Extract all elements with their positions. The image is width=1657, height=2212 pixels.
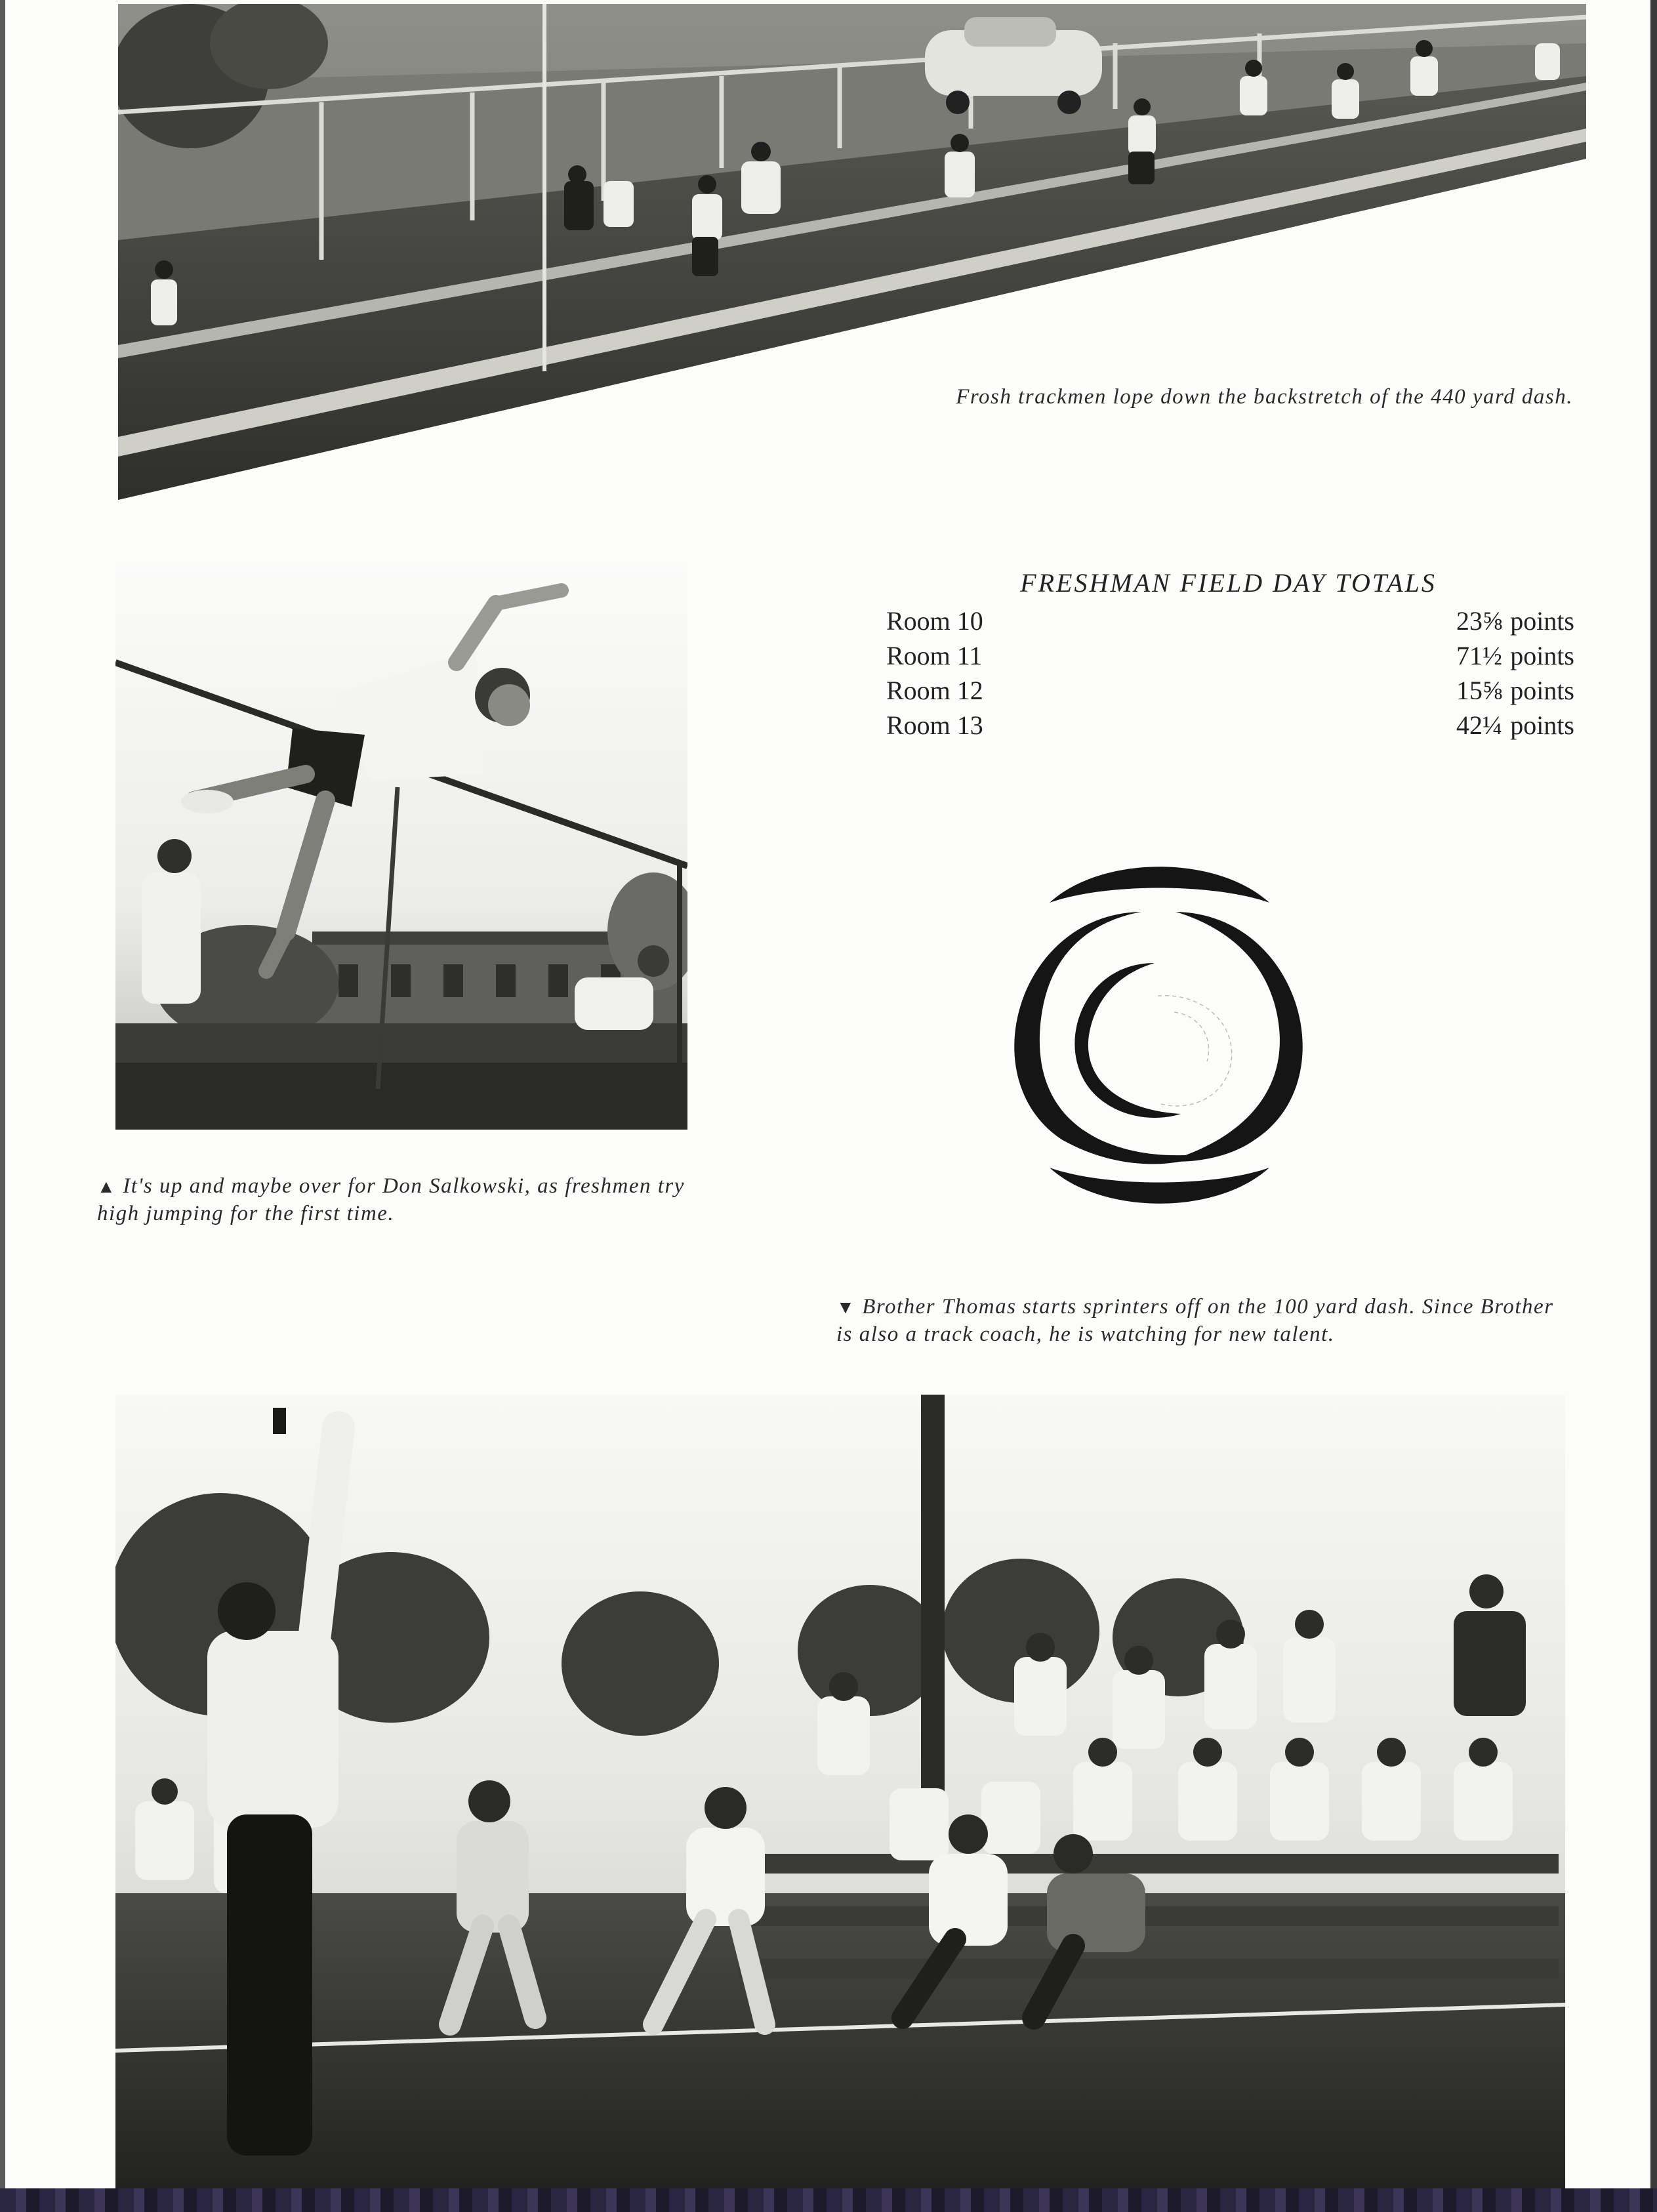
room-points: 15⅝ [1456, 676, 1502, 705]
crescent-emblem-icon [991, 865, 1326, 1206]
caption-100-dash [836, 1294, 1571, 1348]
totals-row [882, 708, 1574, 743]
points-unit: points [1510, 641, 1574, 670]
caption-440-dash: Frosh trackmen lope down the backstretch of the 440 yard dash. [956, 385, 1573, 409]
room-points: 23⅝ [1456, 606, 1502, 636]
points-unit: points [1510, 606, 1574, 636]
totals-row [882, 638, 1574, 673]
room-name: Room 13 [886, 710, 983, 740]
totals-row [882, 673, 1574, 708]
totals-row [882, 604, 1574, 638]
caption-100-dash-text: Brother Thomas starts sprinters off on the 100 yard dash. Since Brother is also a track coach, he is watching for new talent. [836, 1295, 1554, 1346]
points-unit: points [1510, 710, 1574, 740]
room-name: Room 10 [886, 606, 983, 636]
room-name: Room 11 [886, 641, 983, 670]
scan-bottom-edge [0, 2188, 1657, 2212]
triangle-up-icon: ▲ [97, 1177, 117, 1197]
room-points: 42¼ [1456, 710, 1502, 740]
photo-100-dash-start [115, 1395, 1565, 2188]
room-name: Room 12 [886, 676, 983, 705]
room-points: 71½ [1456, 641, 1502, 670]
field-day-totals [882, 567, 1574, 743]
photo-440-dash [118, 4, 1586, 502]
triangle-down-icon: ▼ [836, 1298, 856, 1318]
photo-high-jump [115, 564, 687, 1130]
page-left-edge [0, 0, 5, 2212]
totals-title: FRESHMAN FIELD DAY TOTALS [1020, 568, 1437, 598]
caption-high-jump-text: It's up and maybe over for Don Salkowski, as freshmen try high jumping for the first time. [97, 1174, 685, 1225]
page-right-edge [1650, 0, 1657, 2212]
caption-high-jump [97, 1173, 701, 1227]
points-unit: points [1510, 676, 1574, 705]
